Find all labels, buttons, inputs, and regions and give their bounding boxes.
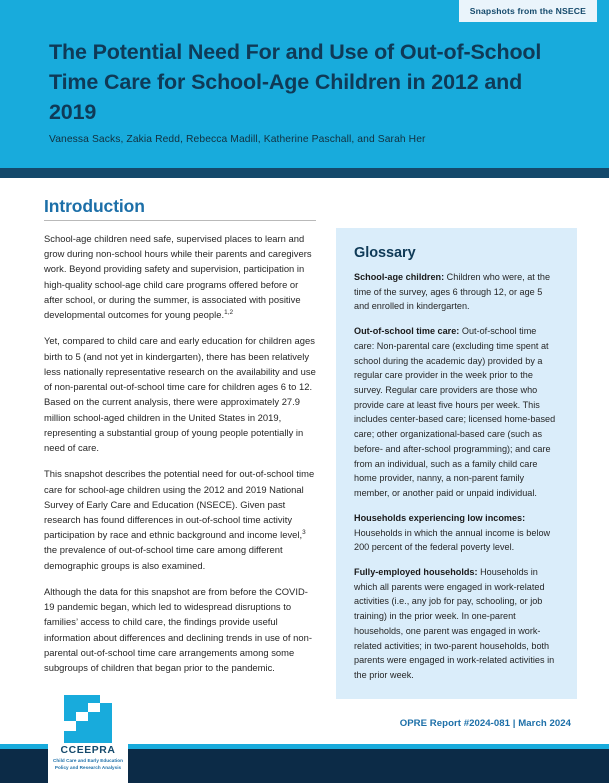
main-content (0, 178, 609, 708)
footnote-marker-1: 1,2 (224, 309, 234, 317)
intro-paragraph-4 (44, 584, 316, 675)
report-number-line: OPRE Report #2024-081 | March 2024 (399, 718, 571, 729)
logo-tagline: Child Care and Early Education Policy and Research Analysis (53, 758, 123, 770)
glossary-entry-households-low-incomes (354, 511, 559, 555)
page-title: The Potential Need For and Use of Out-of-School Time Care for School-Age Children in 2012 and 2019 (49, 40, 542, 124)
header-banner (0, 0, 609, 168)
glossary-definition: Households in which all parents were engaged in work-related activities (i.e., any job for pay, schooling, or job training) in the prior week. In one-parent households, one parent was engaged in work-related activities; in two-parent households, both parents were engaged in work-related activities in the prior week. (354, 566, 555, 680)
introduction-heading: Introduction (44, 196, 145, 216)
glossary-term: School-age children: (354, 272, 445, 282)
glossary-definition: Households in which the annual income is below 200 percent of the federal poverty level. (354, 527, 551, 553)
header-divider-rule (0, 168, 609, 178)
glossary-term: Households experiencing low incomes: (354, 512, 526, 523)
intro-paragraph-3 (44, 466, 316, 573)
intro-paragraph-3-text-after: the prevalence of out-of-school time care among different demographic groups is also examined. (44, 544, 283, 571)
glossary-definition: Children who were, at the time of the survey, ages 6 through 12, or age 5 and enrolled in kindergarten. (354, 272, 551, 312)
glossary-entry-out-of-school-time-care (354, 324, 559, 501)
cceepra-logo (48, 692, 128, 783)
intro-paragraph-2-text: Yet, compared to child care and early education for children ages birth to 5 (and not yet in kindergarten), there has been relatively less nationally representative research on the availability and use of non-parental out-of-school time care for children ages 6 to 12. Based on the current analysis, there were approximately 27.9 million school-aged children in the United States in 2019, representing a substantial group of young people potentially in need of care. (44, 335, 316, 454)
glossary-term: Fully-employed households: (354, 566, 478, 577)
series-badge: Snapshots from the NSECE (459, 0, 597, 22)
author-list: Vanessa Sacks, Zakia Redd, Rebecca Madill, Katherine Paschall, and Sarah Her (49, 134, 426, 145)
intro-paragraph-4-text: Although the data for this snapshot are from before the COVID-19 pandemic began, which led to widespread disruptions to families’ access to child care, the findings provide useful information about differences and declining trends in use of non-parental out-of-school time care arrangements among some subgroups of children that began prior to the pandemic. (44, 585, 312, 674)
intro-paragraph-1 (44, 231, 316, 322)
intro-paragraph-1-text: School-age children need safe, supervised places to learn and grow during non-school hours while their parents and caregivers work. Beyond providing safety and supervision, participation in high-quality school-age child care programs offered before or after school, or during the summer, is associated with positive developmental outcomes for young people. (44, 233, 312, 321)
glossary-entry-school-age-children (354, 270, 559, 314)
glossary-entry-fully-employed-households (354, 565, 559, 683)
heading-underline (44, 220, 316, 221)
logo-wordmark: CCEEPRA (60, 745, 116, 756)
cceepra-staircase-logo-icon (64, 695, 112, 743)
glossary-definition: Out-of-school time care: Non-parental care (excluding time spent at school during the academic day) provided by a regular care provider in the week prior to the survey. Regular care providers are those who provide care at least five hours per week. This includes center-based care; licensed home-based care; other organizational-based care (such as before- and after-school programming); and care from an individual, such as a family child care home provider, nanny, a non-parent family member, or another paid or unpaid individual. (354, 326, 556, 499)
introduction-column (44, 196, 316, 686)
intro-paragraph-2 (44, 333, 316, 455)
glossary-heading: Glossary (354, 245, 416, 261)
intro-paragraph-3-text: This snapshot describes the potential need for out-of-school time care for school-age children using the 2012 and 2019 National Survey of Early Care and Education (NSECE). Given past research has found differences in out-of-school time activity participation by race and ethnic background and income level, (44, 468, 315, 541)
footnote-marker-3: 3 (302, 529, 306, 537)
glossary-box (336, 228, 577, 699)
glossary-term: Out-of-school time care: (354, 326, 460, 337)
